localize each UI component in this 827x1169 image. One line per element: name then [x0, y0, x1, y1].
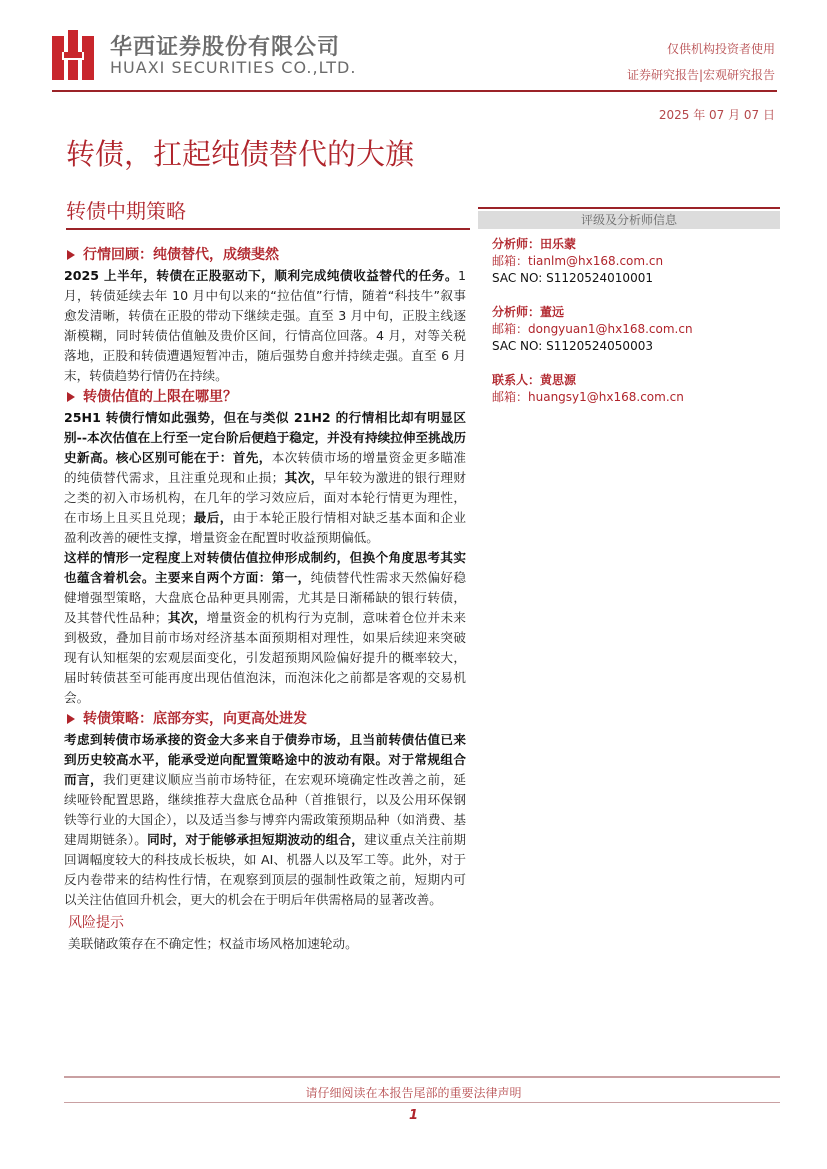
section-strategy [64, 708, 466, 910]
analyst-panel-heading: 评级及分析师信息 [478, 211, 780, 229]
company-name-en: HUAXI SECURITIES CO.,LTD. [110, 58, 357, 77]
section-heading: 转债估值的上限在哪里？ [64, 386, 466, 408]
footer-divider-thin [64, 1102, 780, 1103]
report-title: 转债，扛起纯债替代的大旗 [66, 137, 415, 171]
subtitle-divider [66, 228, 470, 230]
section-heading: 行情回顾：纯债替代，成绩斐然 [64, 244, 466, 266]
paragraph: 2025 上半年，转债在正股驱动下，顺利完成纯债收益替代的任务。1 月，转债延续去年 10 月中旬以来的“拉估值”行情，随着“科技牛”叙事愈发清晰，转债在正股的带动下继续走强。直至 3 月中旬，正股主线逐渐模糊，同时转债估值触及贵价区间，行情高位回落。4 月，对等关税落地，正股和转债遭遇短暂冲击，随后强势自愈并持续走强。直至 6 月末，转债趋势行情仍在持续。 [64, 268, 466, 383]
analyst-card [492, 236, 782, 287]
analyst-name: 分析师：田乐蒙 [492, 237, 577, 251]
report-date: 2025 年 07 月 07 日 [658, 108, 775, 122]
analyst-email[interactable]: 邮箱：tianlm@hx168.com.cn [492, 254, 664, 268]
main-body [64, 244, 466, 954]
company-name-cn: 华西证券股份有限公司 [110, 35, 341, 60]
triangle-bullet-icon [67, 714, 75, 724]
analyst-email[interactable]: 邮箱：dongyuan1@hx168.com.cn [492, 322, 693, 336]
analyst-sac: SAC NO: S1120524010001 [492, 271, 653, 285]
section-review [64, 244, 466, 386]
analyst-name: 分析师：董远 [492, 305, 565, 319]
footer-divider [64, 1076, 780, 1078]
paragraph: 25H1 转债行情如此强势，但在与类似 21H2 的行情相比却有明显区别--本次估值在上行至一定台阶后便趋于稳定，并没有持续拉伸至挑战历史新高。核心区别可能在于：首先，本次转债市场的增量资金更多瞄准的纯债替代需求，且注重兑现和止损；其次，早年较为激进的银行理财之类的初入市场机构，在几年的学习效应后，面对本轮行情更为理性，在市场上且买且兑现；最后，由于本轮正股行情相对缺乏基本面和企业盈利改善的硬性支撑，增量资金在配置时收益预期偏低。 [64, 410, 467, 545]
huaxi-logo-icon [52, 30, 96, 80]
analyst-card [492, 304, 782, 355]
audience-note: 仅供机构投资者使用 [666, 42, 775, 56]
page-number: 1 [408, 1108, 419, 1123]
header-divider [52, 90, 777, 92]
section-valuation [64, 386, 466, 708]
triangle-bullet-icon [67, 392, 75, 402]
triangle-bullet-icon [67, 250, 75, 260]
footer-disclaimer: 请仔细阅读在本报告尾部的重要法律声明 [305, 1086, 522, 1100]
analyst-panel [492, 236, 782, 423]
contact-card [492, 372, 782, 406]
panel-divider [478, 207, 780, 209]
section-heading: 转债策略：底部夯实，向更高处进发 [64, 708, 466, 730]
report-subtitle: 转债中期策略 [66, 199, 186, 223]
risk-text: 美联储政策存在不确定性；权益市场风格加速轮动。 [68, 936, 358, 951]
risk-heading: 风险提示 [68, 915, 124, 931]
report-type: 证券研究报告|宏观研究报告 [626, 68, 775, 82]
contact-name: 联系人：黄思源 [492, 373, 577, 387]
analyst-sac: SAC NO: S1120524050003 [492, 339, 653, 353]
paragraph: 这样的情形一定程度上对转债估值拉伸形成制约，但换个角度思考其实也蕴含着机会。主要来自两个方面：第一，纯债替代性需求天然偏好稳健增强型策略，大盘底仓品种更具刚需，尤其是日渐稀缺的银行转债，及其替代性品种；其次，增量资金的机构行为克制，意味着仓位并未来到极致，叠加目前市场对经济基本面预期相对理性，如果后续迎来突破现有认知框架的宏观层面变化，引发超预期风险偏好提升的概率较大，届时转债甚至可能再度出现估值泡沫，而泡沫化之前都是客观的交易机会。 [64, 550, 467, 705]
contact-email[interactable]: 邮箱：huangsy1@hx168.com.cn [492, 390, 684, 404]
paragraph: 考虑到转债市场承接的资金大多来自于债券市场，且当前转债估值已来到历史较高水平，能承受逆向配置策略途中的波动有限。对于常规组合而言，我们更建议顺应当前市场特征，在宏观环境确定性改善之前，延续哑铃配置思路，继续推荐大盘底仓品种（首推银行，以及公用环保钢铁等行业的大国企），以及适当参与博弈内需政策预期品种（如消费、基建周期链条）。同时，对于能够承担短期波动的组合，建议重点关注前期回调幅度较大的科技成长板块，如 AI、机器人以及军工等。此外，对于反内卷带来的结构性行情，在观察到顶层的强制性政策之前，短期内可以关注估值回升机会，更大的机会在于明后年供需格局的显著改善。 [64, 732, 467, 907]
